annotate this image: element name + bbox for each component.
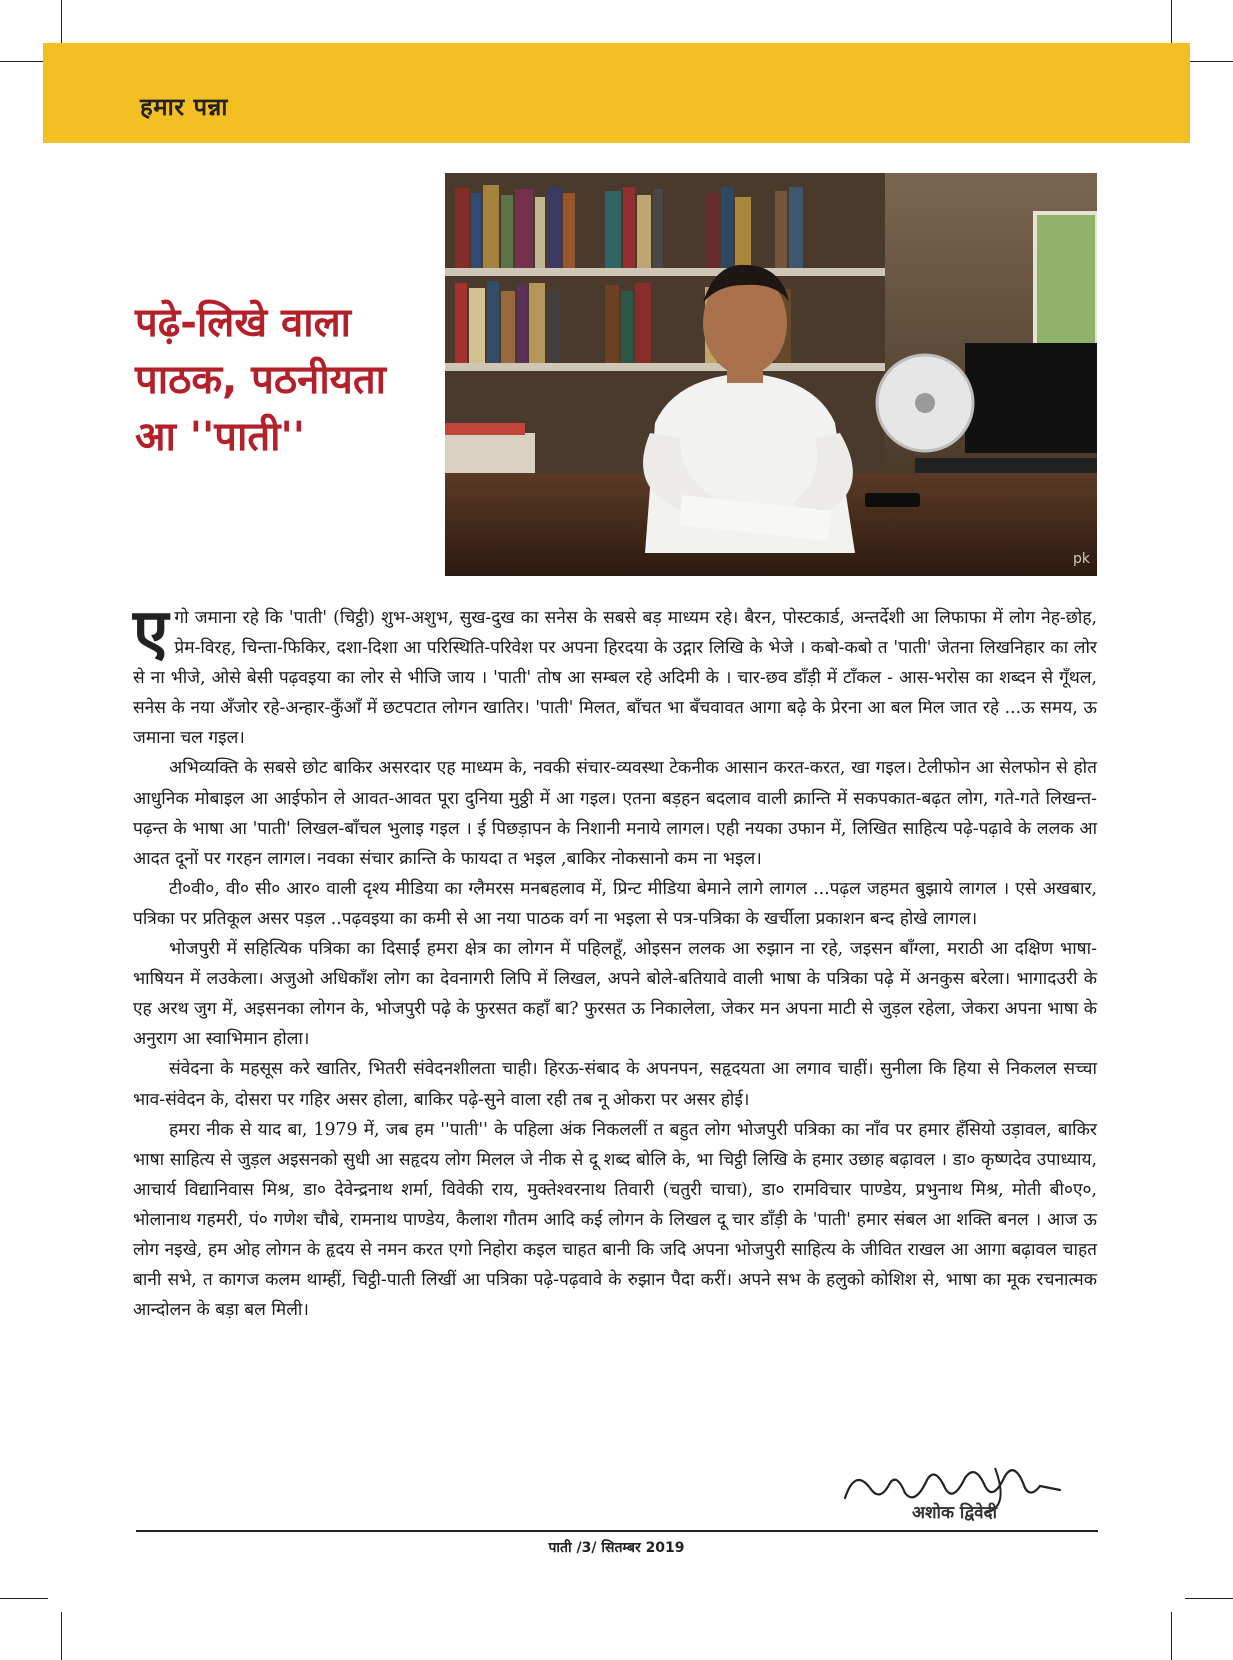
crop-mark [0,61,48,62]
headline-line: पाठक, पठनीयता [135,357,387,403]
crop-mark [1171,1612,1172,1660]
crop-mark [1185,61,1233,62]
author-name: अशोक द्विवेदी [912,1503,997,1523]
article-paragraph: भोजपुरी में सहित्यिक पत्रिका का दिसाईं हमरा क्षेत्र का लोगन में पहिलहूँ, ओइसन ललक आ रुझान ना रहे, जइसन बाँग्ला, मराठी आ दक्षिण भाषा-भाषियन में लउकेला। अजुओ अधिकाँश लोग का देवनागरी लिपि में लिखल, अपने बोले-बतियावे वाली भाषा के पत्रिका पढ़े में अनकुस बरेला। भागादउरी के एह अरथ जुग में, अइसनका लोगन के, भोजपुरी पढ़े के फुरसत कहाँ बा? फुरसत ऊ निकालेला, जेकर मन अपना माटी से जुड़ल रहेला, जेकरा अपना भाषा के अनुराग आ स्वाभिमान होला। [133,939,1097,1050]
article-paragraph: टी०वी०, वी० सी० आर० वाली दृश्य मीडिया का ग्लैमरस मनबहलाव में, प्रिन्ट मीडिया बेमाने लागे लागल ...पढ़ल जहमत बुझाये लागल । एसे अखबार, पत्रिका पर प्रतिकूल असर पड़ल ..पढ़वइया का कमी से आ नया पाठक वर्ग ना भइला से पत्र-पत्रिका के खर्चीला प्रकाशन बन्द होखे लागल। [133,878,1097,929]
drop-cap: ए [133,595,169,670]
crop-mark [61,1612,62,1660]
portrait-photo [445,173,1097,576]
crop-mark [61,0,62,48]
article-paragraph: हमरा नीक से याद बा, 1979 में, जब हम ''पाती'' के पहिला अंक निकललीं त बहुत लोग भोजपुरी पत्रिका का नाँव पर हमार हँसियो उड़ावल, बाकिर भाषा साहित्य से जुड़ल अइसनको सुधी आ सहृदय लोग मिलल जे नीक से दू शब्द बोलि के, भा चिट्ठी लिखि के हमार उछाह बढ़ावल । डा० कृष्णदेव उपाध्याय, आचार्य विद्यानिवास मिश्र, डा० देवेन्द्रनाथ शर्मा, विवेकी राय, मुक्तेश्वरनाथ तिवारी (चतुरी चाचा), डा० रामविचार पाण्डेय, प्रभुनाथ मिश्र, मोती बी०ए०, भोलानाथ गहमरी, पं० गणेश चौबे, रामनाथ पाण्डेय, कैलाश गौतम आदि कई लोगन के लिखल दू चार डाँड़ी के 'पाती' हमार संबल आ शक्ति बनल । आज ऊ लोग नइखे, हम ओह लोगन के हृदय से नमन करत एगो निहोरा कइल चाहत बानी कि जदि अपना भोजपुरी साहित्य के जीवित राखल आ आगा बढ़ावल चाहत बानी सभे, त कागज कलम थाम्हीं, चिट्ठी-पाती लिखीं आ पत्रिका पढ़े-पढ़वावे के रुझान पैदा करीं। अपने सभ के हलुको कोशिश से, भाषा का मूक रचनात्मक आन्दोलन के बड़ा बल मिली। [133,1119,1097,1321]
paragraph-text: गो जमाना रहे कि 'पाती' (चिट्ठी) शुभ-अशुभ, सुख-दुख का सनेस के सबसे बड़ माध्यम रहे। बैरन, पोस्टकार्ड, अन्तर्देशी आ लिफाफा में लोग नेह-छोह, प्रेम-विरह, चिन्ता-फिकिर, दशा-दिशा आ परिस्थिति-परिवेश पर अपना हिरदया के उद्गार लिखि के भेजे । कबो-कबो त 'पाती' जेतना लिखनिहार का लोर से ना भीजे, ओसे बेसी पढ़वइया का लोर से भीजि जाय । 'पाती' तोष आ सम्बल रहे अदिमी के । चार-छव डाँड़ी में टाँकल - आस-भरोस का शब्दन से गूँथल, सनेस के नया अँजोर रहे-अन्हार-कुँआँ में छटपटात लोगन खातिर। 'पाती' मिलत, बाँचत भा बँचवावत आगा बढ़े के प्रेरना आ बल मिल जात रहे ...ऊ समय, ऊ जमाना चल गइल। [133,608,1097,749]
headline-line: पढ़े-लिखे वाला [135,300,352,346]
page-footer: पाती /3/ सितम्बर 2019 [548,1540,685,1556]
headline-line: आ ''पाती'' [135,414,306,460]
article-body [133,595,1097,1325]
headline [135,295,435,466]
article-paragraph: संवेदना के महसूस करे खातिर, भितरी संवेदनशीलता चाही। हिरऊ-संबाद के अपनपन, सहृदयता आ लगाव चाहीं। सुनीला कि हिया से निकलल सच्चा भाव-संवेदन के, दोसरा पर गहिर असर होला, बाकिर पढ़े-सुने वाला रही तब नू ओकरा पर असर होई। [133,1059,1097,1110]
article-paragraph [133,595,1097,753]
crop-mark [1185,1598,1233,1599]
article-paragraph: अभिव्यक्ति के सबसे छोट बाकिर असरदार एह माध्यम के, नवकी संचार-व्यवस्था टेकनीक आसान करत-करत, खा गइल। टेलीफोन आ सेलफोन से होत आधुनिक मोबाइल आ आईफोन ले आवत-आवत पूरा दुनिया मुठ्ठी में आ गइल। एतना बड़हन बदलाव वाली क्रान्ति में सकपकात-बढ़त लोग, गते-गते लिखन्त-पढ़न्त के भाषा आ 'पाती' लिखल-बाँचल भुलाइ गइल । ई पिछड़ापन के निशानी मनाये लागल। एही नयका उफान में, लिखित साहित्य पढ़े-पढ़ावे के ललक आ आदत दूनों पर गरहन लागल। नवका संचार क्रान्ति के फायदा त भइल ,बाकिर नोकसानो कम ना भइल। [133,758,1097,869]
crop-mark [0,1598,48,1599]
portrait-illustration [445,173,1097,576]
footer-rule [136,1530,1098,1532]
photo-credit: pk [1073,551,1090,567]
crop-mark [1171,0,1172,48]
section-label: हमार पन्ना [140,93,229,121]
